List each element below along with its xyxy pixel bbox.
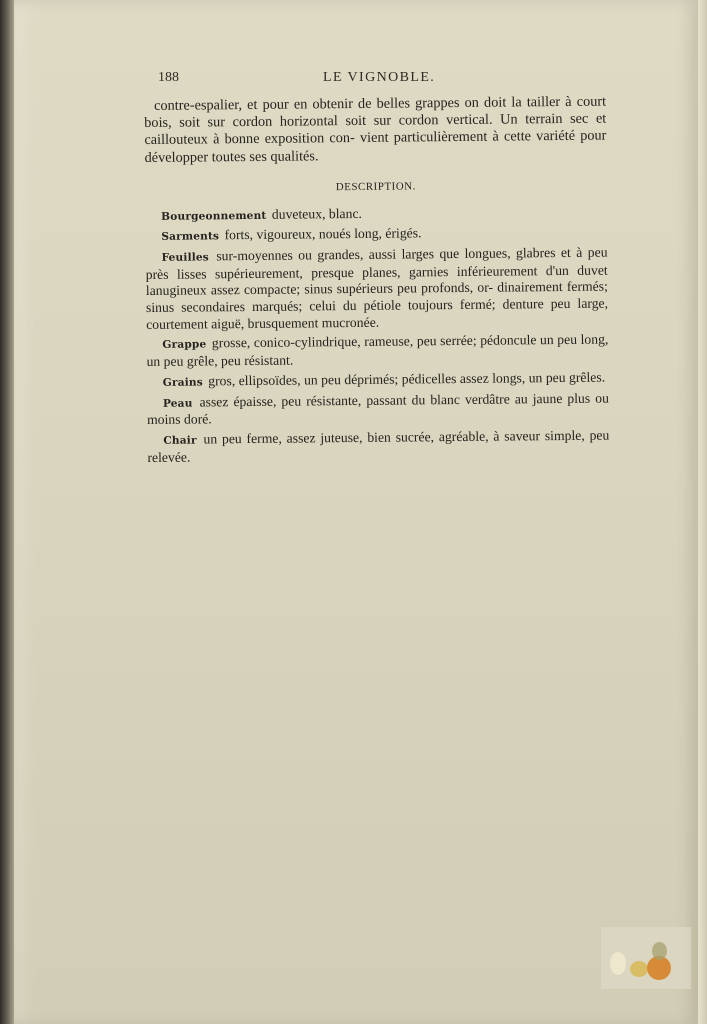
description-term: Grappe	[162, 338, 207, 352]
description-entry-bourgeonnement	[145, 203, 607, 225]
description-text: duveteux, blanc.	[271, 205, 363, 222]
description-text: sur-moyennes ou grandes, aussi larges que longues, glabres et	[216, 244, 571, 264]
description-text: assez épaisse, peu résistante, passant du blanc verdâtre au jaune	[199, 390, 563, 410]
description-text: gros, ellipsoïdes, un peu déprimés; pédicelles assez longs, un peu	[208, 369, 566, 389]
intro-line: tailler à court bois, soit sur cordon horizontal soit sur cordon	[144, 93, 607, 132]
description-text: grosse, conico-cylindrique, rameuse, peu serrée; pédoncule un	[211, 332, 554, 351]
description-term: Feuilles	[161, 251, 209, 264]
description-term: Grains	[162, 376, 203, 389]
description-term: Peau	[162, 397, 193, 410]
description-text: dinairement fermés; sinus secondaires marqués; celui du pétiole toujours	[145, 278, 608, 316]
description-text: plus ou moins doré.	[147, 390, 609, 428]
page-body	[144, 94, 610, 467]
running-title: LE VIGNOBLE.	[323, 70, 436, 85]
yellow-fruit-shape	[630, 961, 648, 977]
description-text: fermé; denture peu large, courtement aiguë, brusquement mucronée.	[146, 295, 609, 332]
description-term: Chair	[163, 434, 197, 447]
description-entry-sarments	[145, 224, 607, 246]
description-text: forts, vigoureux, noués long, érigés.	[224, 225, 422, 243]
description-text: à peu près lisses supérieurement, presque planes, garnies inférieurement	[145, 244, 608, 282]
page-header	[144, 70, 604, 90]
description-entry-feuilles	[145, 244, 608, 333]
description-term: Bourgeonnement	[161, 209, 267, 223]
intro-line: vient particulièrement à cette variété pour développer toutes ses	[144, 127, 607, 166]
green-fruit-shape	[652, 942, 667, 960]
intro-line: qualités.	[270, 147, 319, 165]
corner-fruit-mark	[601, 927, 691, 989]
description-entry-grains	[147, 369, 609, 391]
intro-paragraph	[144, 94, 607, 167]
description-entry-grappe	[146, 332, 608, 371]
description-entry-peau	[147, 390, 609, 429]
intro-line: contre-espalier, et pour en obtenir de belles grappes on doit la	[153, 94, 522, 114]
description-entry-chair	[147, 428, 609, 467]
description-text: un peu ferme, assez juteuse, bien sucrée, agréable, à saveur simple,	[203, 427, 585, 447]
description-text: grêles.	[568, 369, 606, 385]
intro-line: vertical. Un terrain sec et caillouteux à bonne exposition con-	[144, 110, 607, 149]
description-text: peu long, un peu grêle, peu résistant.	[146, 331, 609, 370]
description-text: peu relevée.	[147, 427, 610, 465]
description-term: Sarments	[161, 230, 220, 244]
description-heading: DESCRIPTION.	[335, 180, 416, 193]
description-text: d'un duvet lanugineux assez compacte; sinus supérieurs peu profonds, or-	[145, 262, 608, 299]
light-fruit-shape	[610, 952, 626, 975]
page-number: 188	[158, 70, 179, 85]
